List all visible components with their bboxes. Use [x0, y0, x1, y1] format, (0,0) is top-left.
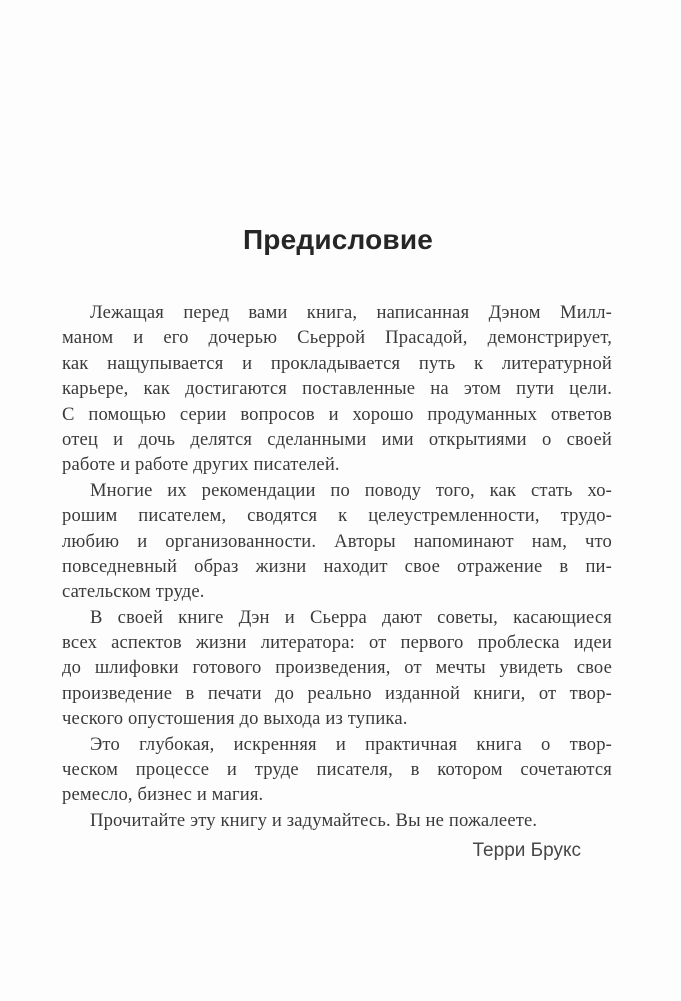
text-line: произведение в печати до реально изданной книги, от твор- [62, 682, 612, 704]
text-line: Это глубокая, искренняя и практичная книга о твор- [90, 733, 612, 755]
text-line: как нащупывается и прокладывается путь к литературной [62, 352, 612, 374]
paragraph [62, 732, 612, 808]
text-line: Лежащая перед вами книга, написанная Дэном Милл- [90, 302, 612, 323]
text-line: работе и работе других писателей. [62, 454, 340, 476]
text-line: любию и организованности. Авторы напоминают нам, что [62, 530, 612, 552]
signature: Терри Брукс [472, 840, 581, 861]
text-line: Прочитайте эту книгу и задумайтесь. Вы не пожалеете. [90, 809, 538, 831]
body-text-block [62, 300, 612, 833]
text-line: рошим писателем, сводятся к целеустремленности, трудо- [62, 505, 612, 527]
text-line: В своей книге Дэн и Сьерра дают советы, касающиеся [90, 606, 612, 628]
paragraph [62, 808, 612, 833]
text-line: всех аспектов жизни литератора: от первого проблеска идеи [62, 632, 612, 654]
paragraph [62, 478, 612, 605]
paragraph [62, 300, 612, 478]
text-line: ческом процессе и труде писателя, в котором сочетаются [62, 759, 612, 781]
page-title: Предисловие [242, 224, 434, 255]
text-line: повседневный образ жизни находит свое отражение в пи- [62, 555, 612, 577]
text-line: С помощью серии вопросов и хорошо продуманных ответов [62, 403, 612, 425]
text-line: ремесло, бизнес и магия. [62, 784, 264, 806]
text-line: отец и дочь делятся сделанными ими открытиями о своей [62, 428, 612, 450]
text-line: ческого опустошения до выхода из тупика. [62, 708, 408, 730]
text-line: до шлифовки готового произведения, от мечты увидеть свое [62, 657, 612, 679]
text-line: Многие их рекомендации по поводу того, как стать хо- [90, 479, 612, 501]
text-line: сательском труде. [62, 581, 205, 603]
text-line: карьере, как достигаются поставленные на этом пути цели. [62, 378, 612, 400]
text-line: маном и его дочерью Сьеррой Прасадой, демонстрирует, [62, 327, 612, 349]
paragraph [62, 605, 612, 732]
